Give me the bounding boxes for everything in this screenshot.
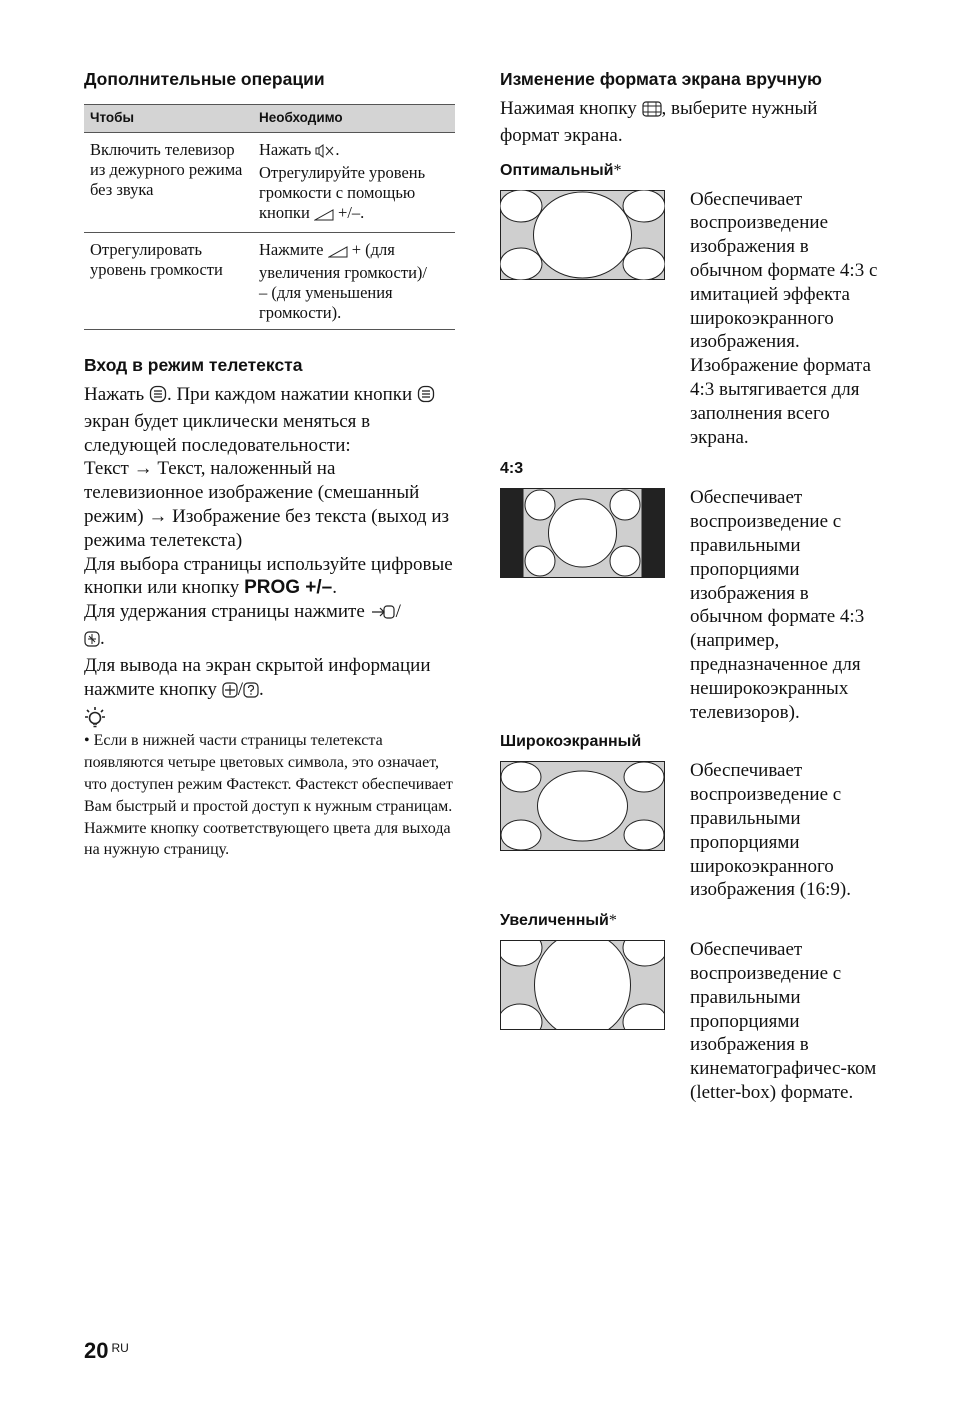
cell-text: – (для уменьшения громкости).: [259, 283, 393, 322]
reveal-icon: [222, 681, 238, 705]
paragraph: Текст → Текст, наложенный на телевизионное изображение (смешанный режим) → Изображение без текста (выход из режима телетекста): [84, 458, 450, 551]
cell-text: Нажать: [259, 140, 316, 159]
table-cell: Включить телевизор из дежурного режима без звука: [84, 133, 253, 233]
table-row: [84, 233, 455, 330]
tip-text: • Если в нижней части страницы телетекста появляются четыре цветовых символа, это означает, что доступен режим Фастекст. Фастекст обеспечивает Вам быстрый и простой доступ к нужным страницам. Нажмите кнопку соответствующего цвета для выхода на нужную страницу.: [84, 732, 453, 859]
paragraph: Для вывода на экран скрытой информации нажмите кнопку / .: [84, 654, 455, 705]
4-3-format-illustration: [500, 488, 665, 578]
operations-table: [84, 104, 455, 330]
section-title-screen-format: Изменение формата экрана вручную: [500, 69, 822, 89]
teletext-icon: [149, 385, 167, 410]
cell-text: + (для увеличения громкости)/: [259, 240, 428, 282]
table-cell: [253, 233, 455, 330]
format-description: Обеспечивает воспроизведение с правильными пропорциями широкоэкранного изображения (16:9).: [690, 760, 851, 901]
format-row: [500, 486, 880, 724]
page-number: [84, 1338, 129, 1364]
arrow-right-icon: →: [133, 458, 153, 480]
prog-button-label: PROG +/–: [244, 577, 333, 599]
right-column: [500, 66, 880, 1105]
table-cell: [253, 133, 455, 233]
optimal-format-illustration: [500, 190, 665, 280]
section-title-teletext: Вход в режим телетекста: [84, 355, 303, 375]
format-label-4-3: 4:3: [500, 460, 524, 478]
table-row: [84, 133, 455, 233]
arrow-right-icon: →: [148, 505, 168, 527]
cell-text: . Отрегулируйте уровень громкости с помощью кнопки: [259, 140, 426, 222]
table-header-row: [84, 105, 455, 133]
teletext-body: [84, 383, 455, 704]
volume-icon: [314, 206, 334, 226]
table-cell: Отрегулировать уровень громкости: [84, 233, 253, 330]
hold-icon: [84, 630, 100, 654]
left-column: [84, 66, 455, 861]
paragraph: Для выбора страницы используйте цифровые кнопки или кнопку PROG +/–.: [84, 553, 453, 599]
page-number-value: 20: [84, 1338, 109, 1363]
table-header-cell: Необходимо: [253, 105, 455, 133]
question-icon: [243, 681, 259, 705]
format-description: Обеспечивает воспроизведение с правильными пропорциями изображения в обычном формате 4:3 (например, предназначенное для неширокоэкранных телевизоров).: [690, 487, 865, 723]
section-title-extra-operations: Дополнительные операции: [84, 69, 325, 89]
format-label-optimal: Оптимальный*: [500, 161, 622, 179]
format-row: [500, 759, 880, 902]
paragraph: Нажать . При каждом нажатии кнопки экран будет циклически меняться в следующей последовательности:: [84, 383, 455, 457]
intro-text: Нажимая кнопку , выберите нужный формат экрана.: [500, 98, 818, 146]
format-row: [500, 938, 880, 1105]
wide-mode-icon: [642, 100, 662, 124]
cell-text: Нажмите: [259, 240, 328, 259]
tip-icon: [84, 706, 455, 730]
cell-text: +/–.: [333, 203, 365, 222]
wide-format-illustration: [500, 761, 665, 851]
teletext-icon: [417, 385, 435, 410]
format-label-wide: Широкоэкранный: [500, 733, 642, 751]
volume-icon: [328, 243, 348, 263]
table-header-cell: Чтобы: [84, 105, 253, 133]
format-description: Обеспечивает воспроизведение с правильными пропорциями изображения в кинематографичес-ком (letter-box) формате.: [690, 939, 877, 1103]
format-description: Обеспечивает воспроизведение изображения в обычном формате 4:3 с имитацией эффекта широкоэкранного изображения. Изображение формата 4:3 вытягивается для заполнения всего экрана.: [690, 188, 878, 448]
input-hold-icon: [370, 603, 396, 627]
zoom-format-illustration: [500, 940, 665, 1030]
format-label-zoom: Увеличенный*: [500, 912, 617, 930]
paragraph: Для удержания страницы нажмите / .: [84, 600, 455, 654]
format-row: [500, 188, 880, 450]
mute-icon: [315, 143, 335, 163]
page-language: RU: [111, 1341, 129, 1355]
